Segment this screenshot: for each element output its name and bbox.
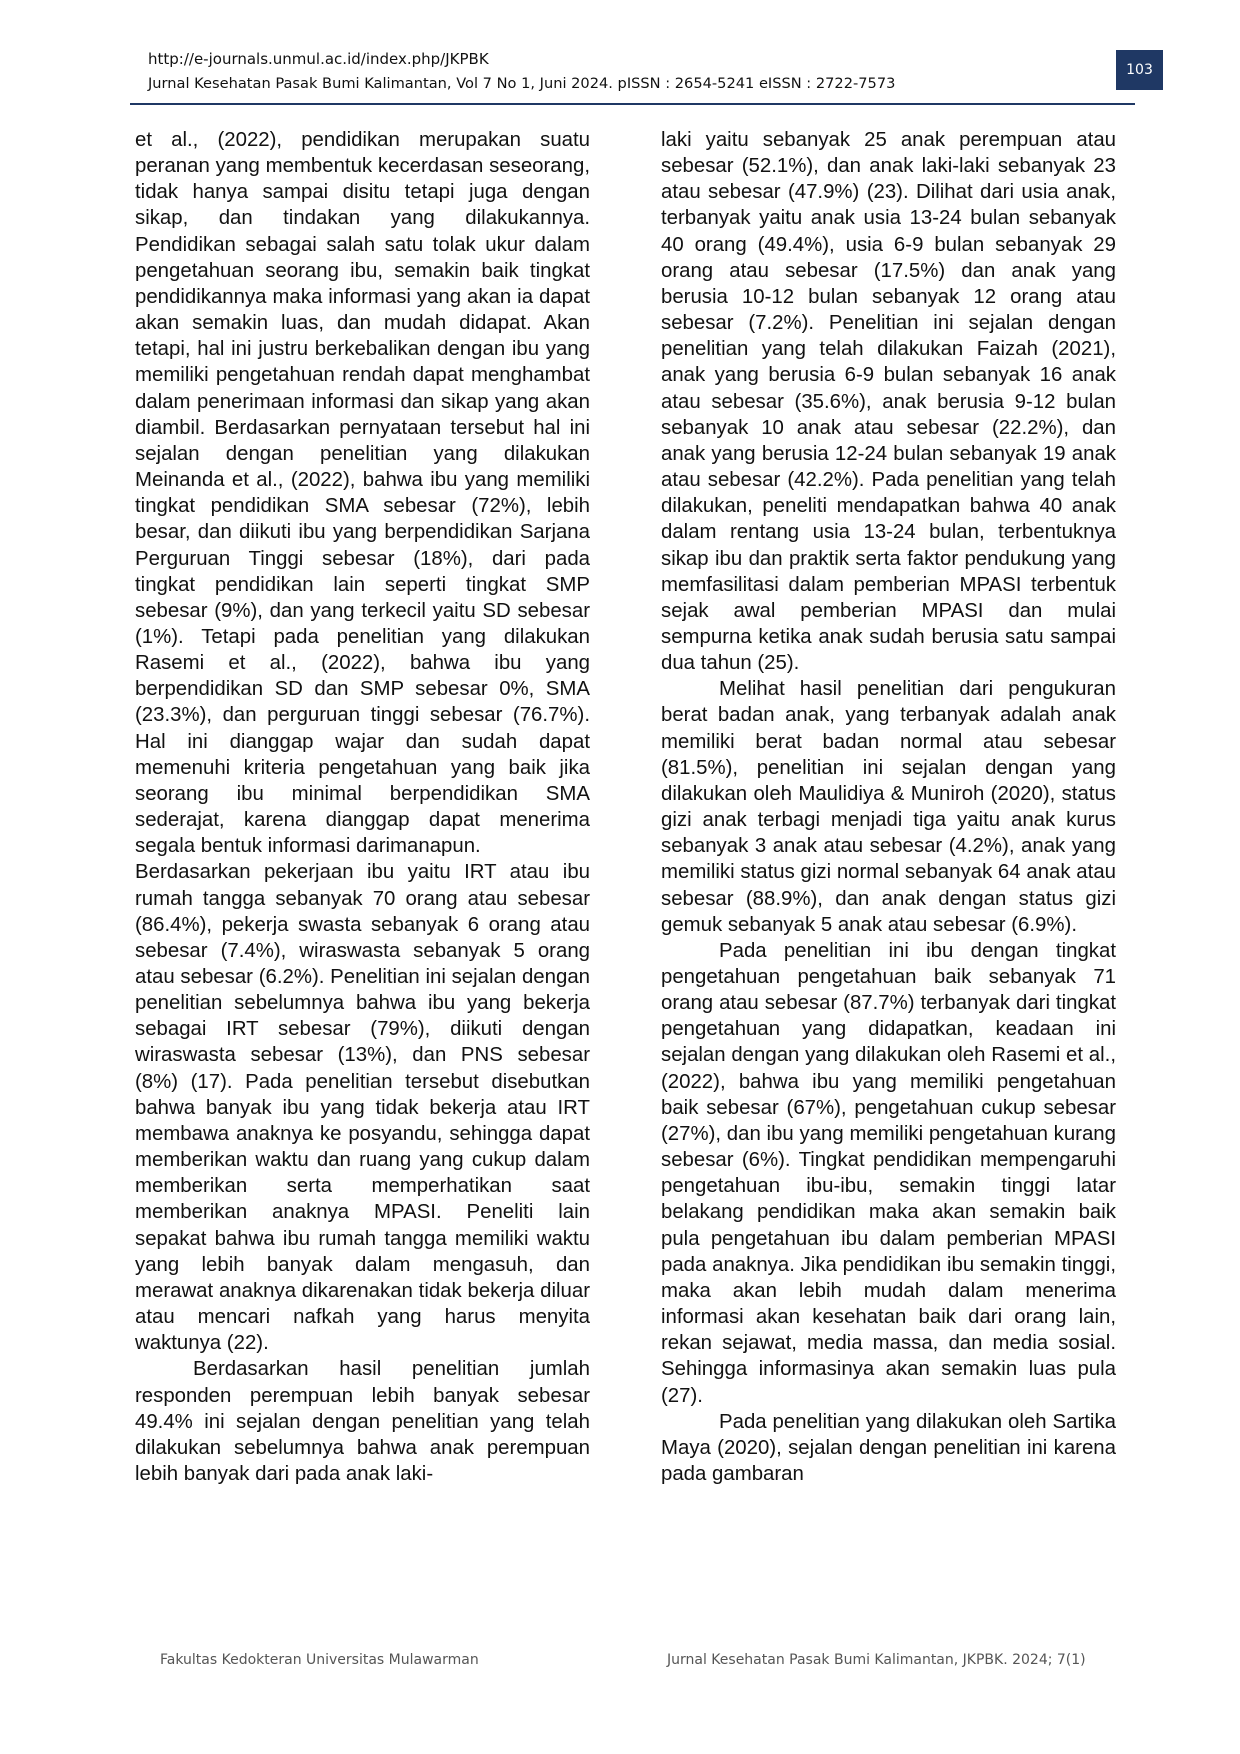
journal-citation: Jurnal Kesehatan Pasak Bumi Kalimantan, Vol 7 No 1, Juni 2024. pISSN : 2654-5241 eISSN : 2722-7573 bbox=[148, 75, 896, 92]
footer-faculty: Fakultas Kedokteran Universitas Mulawarman bbox=[160, 1652, 479, 1668]
footer-journal: Jurnal Kesehatan Pasak Bumi Kalimantan, JKPBK. 2024; 7(1) bbox=[667, 1652, 1086, 1668]
paragraph: Pada penelitian ini ibu dengan tingkat pengetahuan pengetahuan baik sebanyak 71 orang atau sebesar (87.7%) terbanyak dari tingkat pengetahuan yang didapatkan, keadaan ini sejalan dengan yang dilakukan oleh Rasemi et al., (2022), bahwa ibu yang memiliki pengetahuan baik sebesar (67%), pengetahuan cukup sebesar (27%), dan ibu yang memiliki pengetahuan kurang sebesar (6%). Tingkat pendidikan mempengaruhi pengetahuan ibu-ibu, semakin tinggi latar belakang pendidikan maka akan semakin baik pula pengetahuan ibu dalam pemberian MPASI pada anaknya. Jika pendidikan ibu semakin tinggi, maka akan lebih mudah dalam menerima informasi akan kesehatan baik dari orang lain, rekan sejawat, media massa, dan media sosial. Sehingga informasinya akan semakin luas pula (27). bbox=[661, 939, 1116, 1407]
page-number-badge: 103 bbox=[1116, 50, 1163, 90]
header-divider bbox=[130, 103, 1135, 105]
left-column bbox=[135, 127, 590, 1487]
journal-url: http://e-journals.unmul.ac.id/index.php/JKPBK bbox=[148, 50, 489, 68]
paragraph: Berdasarkan pekerjaan ibu yaitu IRT atau ibu rumah tangga sebanyak 70 orang atau sebesar (86.4%), pekerja swasta sebanyak 6 orang atau sebesar (7.4%), wiraswasta sebanyak 5 orang atau sebesar (6.2%). Penelitian ini sejalan dengan penelitian sebelumnya bahwa ibu yang bekerja sebagai IRT sebesar (79%), diikuti dengan wiraswasta sebesar (13%), dan PNS sebesar (8%) (17). Pada penelitian tersebut disebutkan bahwa banyak ibu yang tidak bekerja atau IRT membawa anaknya ke posyandu, sehingga dapat memberikan waktu dan ruang yang cukup dalam memberikan serta memperhatikan saat memberikan anaknya MPASI. Peneliti lain sepakat bahwa ibu rumah tangga memiliki waktu yang lebih banyak dalam mengasuh, dan merawat anaknya dikarenakan tidak bekerja diluar atau mencari nafkah yang harus menyita waktunya (22). bbox=[135, 861, 590, 1355]
paragraph: Melihat hasil penelitian dari pengukuran berat badan anak, yang terbanyak adalah anak memiliki berat badan normal atau sebesar (81.5%), penelitian ini sejalan dengan yang dilakukan oleh Maulidiya & Muniroh (2020), status gizi anak terbagi menjadi tiga yaitu anak kurus sebanyak 3 anak atau sebesar (4.2%), anak yang memiliki status gizi normal sebanyak 64 anak atau sebesar (88.9%), dan anak dengan status gizi gemuk sebanyak 5 anak atau sebesar (6.9%). bbox=[661, 678, 1116, 936]
right-column bbox=[661, 127, 1116, 1487]
paragraph: Pada penelitian yang dilakukan oleh Sartika Maya (2020), sejalan dengan penelitian ini karena pada gambaran bbox=[661, 1410, 1116, 1485]
paragraph: et al., (2022), pendidikan merupakan suatu peranan yang membentuk kecerdasan seseorang, tidak hanya sampai disitu tetapi juga dengan sikap, dan tindakan yang dilakukannya. Pendidikan sebagai salah satu tolak ukur dalam pengetahuan seorang ibu, semakin baik tingkat pendidikannya maka informasi yang akan ia dapat akan semakin luas, dan mudah didapat. Akan tetapi, hal ini justru berkebalikan dengan ibu yang memiliki pengetahuan rendah dapat menghambat dalam penerimaan informasi dan sikap yang akan diambil. Berdasarkan pernyataan tersebut hal ini sejalan dengan penelitian yang dilakukan Meinanda et al., (2022), bahwa ibu yang memiliki tingkat pendidikan SMA sebesar (72%), lebih besar, dan diikuti ibu yang berpendidikan Sarjana Perguruan Tinggi sebesar (18%), dari pada tingkat pendidikan lain seperti tingkat SMP sebesar (9%), dan yang terkecil yaitu SD sebesar (1%). Tetapi pada penelitian yang dilakukan Rasemi et al., (2022), bahwa ibu yang berpendidikan SD dan SMP sebesar 0%, SMA (23.3%), dan perguruan tinggi sebesar (76.7%). Hal ini dianggap wajar dan sudah dapat memenuhi kriteria pengetahuan yang baik jika seorang ibu minimal berpendidikan SMA sederajat, karena dianggap dapat menerima segala bentuk informasi darimanapun. bbox=[135, 129, 590, 858]
paragraph: laki yaitu sebanyak 25 anak perempuan atau sebesar (52.1%), dan anak laki-laki sebanyak 23 atau sebesar (47.9%) (23). Dilihat dari usia anak, terbanyak yaitu anak usia 13-24 bulan sebanyak 40 orang (49.4%), usia 6-9 bulan sebanyak 29 orang atau sebesar (17.5%) dan anak yang berusia 10-12 bulan sebanyak 12 orang atau sebesar (7.2%). Penelitian ini sejalan dengan penelitian yang telah dilakukan Faizah (2021), anak yang berusia 6-9 bulan sebanyak 16 anak atau sebesar (35.6%), anak berusia 9-12 bulan sebanyak 10 anak atau sebesar (22.2%), dan anak yang berusia 12-24 bulan sebanyak 19 anak atau sebesar (42.2%). Pada penelitian yang telah dilakukan, peneliti mendapatkan bahwa 40 anak dalam rentang usia 13-24 bulan, terbentuknya sikap ibu dan praktik serta faktor pendukung yang memfasilitasi dalam pemberian MPASI terbentuk sejak awal pemberian MPASI dan mulai sempurna ketika anak sudah berusia satu sampai dua tahun (25). bbox=[661, 129, 1116, 675]
paragraph: Berdasarkan hasil penelitian jumlah responden perempuan lebih banyak sebesar 49.4% ini sejalan dengan penelitian yang telah dilakukan sebelumnya bahwa anak perempuan lebih banyak dari pada anak laki- bbox=[135, 1358, 590, 1485]
